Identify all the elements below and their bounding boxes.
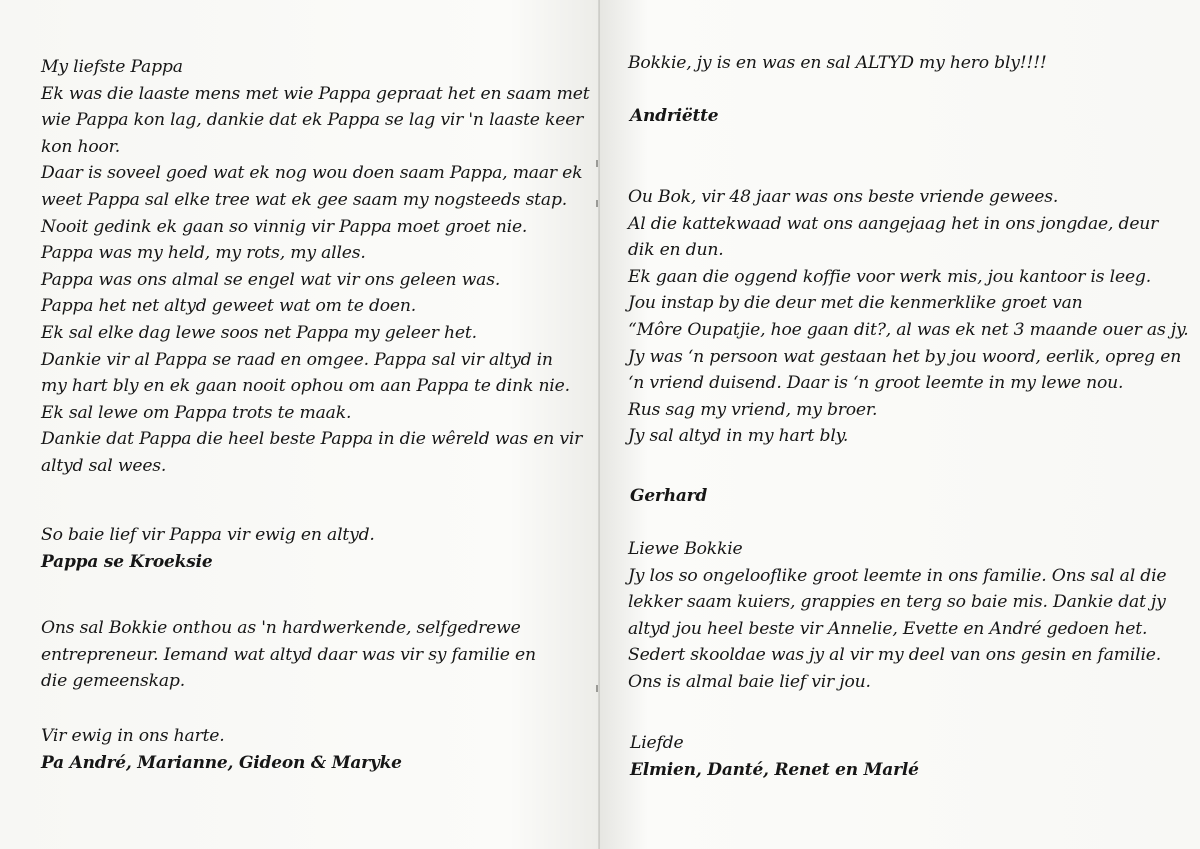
letter-line: Jy los so ongelooflike groot leemte in ons familie. Ons sal al die — [628, 565, 1167, 586]
letter-family — [41, 615, 536, 695]
letter-family-closing — [41, 723, 402, 776]
letter-line: Ek was die laaste mens met wie Pappa gepraat het en saam met — [41, 83, 590, 104]
letter-kroeksie-closing — [41, 522, 375, 575]
letter-elmien — [628, 536, 1166, 696]
letter-andriette — [628, 50, 1047, 77]
letter-line: Ek sal elke dag lewe soos net Pappa my geleer het. — [41, 322, 477, 343]
letter-line: kon hoor. — [41, 136, 121, 157]
letter-line: altyd sal wees. — [41, 455, 167, 476]
letter-line: Rus sag my vriend, my broer. — [628, 399, 878, 420]
letter-line: weet Pappa sal elke tree wat ek gee saam my nogsteeds stap. — [41, 189, 568, 210]
letter-line: Pappa was my held, my rots, my alles. — [41, 243, 366, 264]
letter-line: Liewe Bokkie — [628, 539, 743, 559]
letter-line: Ons is almal baie lief vir jou. — [628, 671, 871, 692]
signature: Pa André, Marianne, Gideon & Maryke — [41, 752, 402, 773]
letter-line: Bokkie, jy is en was en sal ALTYD my hero bly!!!! — [628, 53, 1047, 73]
signature: Pappa se Kroeksie — [41, 551, 213, 572]
letter-line: ‘n vriend duisend. Daar is ‘n groot leemte in my lewe nou. — [628, 373, 1124, 394]
letter-gerhard — [628, 184, 1188, 450]
letter-line: my hart bly en ek gaan nooit ophou om aan Pappa te dink nie. — [41, 376, 570, 397]
letter-line: lekker saam kuiers, grappies en terg so baie mis. Dankie dat jy — [628, 592, 1166, 613]
letter-line: Dankie dat Pappa die heel beste Pappa in die wêreld was en vir — [41, 429, 583, 450]
letter-line: Pappa het net altyd geweet wat om te doen. — [41, 296, 417, 317]
letter-line: Nooit gedink ek gaan so vinnig vir Pappa moet groet nie. — [41, 216, 528, 237]
letter-line: Ou Bok, vir 48 jaar was ons beste vriende gewees. — [628, 187, 1059, 207]
signature-andriette-block — [630, 103, 718, 130]
letter-line: Ek gaan die oggend koffie voor werk mis, jou kantoor is leeg. — [628, 266, 1151, 287]
closing-line: Vir ewig in ons harte. — [41, 726, 225, 746]
letter-line: Jou instap by die deur met die kenmerklike groet van — [628, 293, 1083, 314]
letter-line: Pappa was ons almal se engel wat vir ons geleen was. — [41, 269, 501, 290]
signature-gerhard-block — [630, 483, 707, 510]
right-page — [600, 0, 1200, 849]
letter-line: “Môre Oupatjie, hoe gaan dit?, al was ek net 3 maande ouer as jy. — [628, 319, 1189, 340]
letter-line: Sedert skooldae was jy al vir my deel van ons gesin en familie. — [628, 645, 1161, 666]
staple-mark — [596, 685, 598, 692]
letter-line: Daar is soveel goed wat ek nog wou doen saam Pappa, maar ek — [41, 163, 583, 184]
letter-elmien-closing — [630, 730, 919, 783]
signature: Elmien, Danté, Renet en Marlé — [630, 759, 919, 780]
letter-line: Jy was ‘n persoon wat gestaan het by jou woord, eerlik, opreg en — [628, 346, 1182, 367]
letter-line: altyd jou heel beste vir Annelie, Evette en André gedoen het. — [628, 618, 1148, 639]
staple-mark — [596, 160, 598, 167]
staple-mark — [596, 200, 598, 207]
letter-line: Dankie vir al Pappa se raad en omgee. Pappa sal vir altyd in — [41, 349, 553, 370]
letter-kroeksie — [41, 54, 589, 480]
closing-line: Liefde — [630, 733, 684, 753]
letter-line: die gemeenskap. — [41, 671, 185, 692]
letter-line: Al die kattekwaad wat ons aangejaag het in ons jongdae, deur — [628, 213, 1159, 234]
letter-line: Ek sal lewe om Pappa trots te maak. — [41, 402, 352, 423]
letter-line: entrepreneur. Iemand wat altyd daar was vir sy familie en — [41, 644, 536, 665]
letter-line: My liefste Pappa — [41, 57, 183, 77]
signature: Gerhard — [630, 486, 708, 506]
letter-line: Ons sal Bokkie onthou as 'n hardwerkende, selfgedrewe — [41, 618, 521, 638]
closing-line: So baie lief vir Pappa vir ewig en altyd. — [41, 525, 375, 545]
signature: Andriëtte — [630, 106, 719, 126]
letter-line: Jy sal altyd in my hart bly. — [628, 426, 849, 447]
letter-line: dik en dun. — [628, 240, 724, 261]
letter-line: wie Pappa kon lag, dankie dat ek Pappa se lag vir 'n laaste keer — [41, 110, 584, 131]
